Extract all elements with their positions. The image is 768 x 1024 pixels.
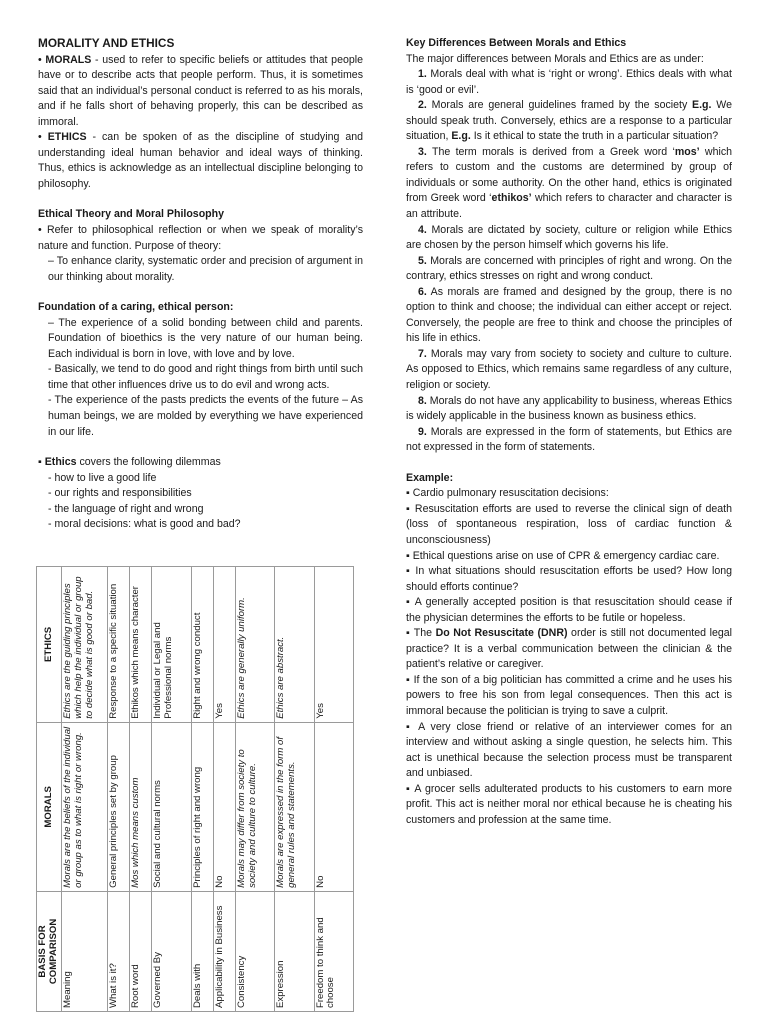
list-item: - our rights and responsibilities [48, 487, 192, 500]
comparison-table-wrapper [36, 566, 354, 1012]
difference-item: 1. Morals deal with what is ‘right or wrong’. Ethics deals with what is ‘good or evil’. [406, 68, 732, 96]
table-cell: No [213, 722, 235, 891]
table-cell: Morals are expressed in the form of general rules and statements. [275, 722, 314, 891]
difference-item: 5. Morals are concerned with principles of right and wrong. On the contrary, ethics stresses on right and wrong conduct. [406, 254, 732, 283]
table-cell: Morals are the beliefs of the individual or group as to what is right or wrong. [62, 722, 108, 891]
morals-term: MORALS [45, 53, 92, 66]
table-row [235, 567, 274, 1012]
table-cell: Yes [213, 567, 235, 723]
foundation-heading: Foundation of a caring, ethical person: [38, 301, 234, 314]
table-cell: Freedom to think and choose [314, 891, 353, 1011]
table-cell: Right and wrong conduct [191, 567, 213, 723]
ethics-term: ETHICS [47, 131, 87, 144]
table-cell: Morals may differ from society to society and culture to culture. [235, 722, 274, 891]
difference-item: 8. Morals do not have any applicability to business, whereas Ethics is widely applicable in the business known as business ethics. [406, 394, 732, 423]
foundation-paragraph-2: - Basically, we tend to do good and right things from birth until such time that other influences drive us to do evil and wrong acts. [48, 363, 363, 391]
page-title: MORALITY AND ETHICS [38, 36, 175, 50]
theory-purpose: – To enhance clarity, systematic order and precision of argument in our thinking about morality. [48, 255, 363, 283]
dilemmas-list [38, 471, 363, 533]
table-cell: Response to a specific situation [108, 567, 130, 723]
difference-item: 7. Morals may vary from society to society and culture to culture. As opposed to Ethics, which remains same regardless of any culture, religion or society. [406, 347, 732, 392]
table-cell: Principles of right and wrong [191, 722, 213, 891]
table-cell: Root word [130, 891, 152, 1011]
theory-paragraph: • Refer to philosophical reflection or when we speak of morality’s nature and function. Purpose of theory: [38, 224, 363, 252]
table-cell: Ethics are abstract. [275, 567, 314, 723]
example-item: ▪ Cardio pulmonary resuscitation decisions: [406, 487, 609, 500]
list-item: - how to live a good life [48, 471, 157, 484]
morals-definition: • MORALS - used to refer to specific beliefs or attitudes that people have or to describe acts that people perform. Thus, it is sometimes said that an individual’s personal conduct is referred to as his morals, and if he falls short of behaving properly, this can be described as immoral. [38, 53, 363, 128]
difference-item: 6. As morals are framed and designed by the group, there is no option to think and choose; the individual can either accept or reject. Conversely, the people are free to think and choose the principles of his life in ethics. [406, 285, 732, 345]
comparison-table [36, 566, 354, 1012]
key-differences-intro: The major differences between Morals and Ethics are as under: [406, 52, 704, 65]
example-item: ▪ A very close friend or relative of an interviewer comes for an interview and without asking a single question, he selects him. This act is unethical because the selection process must be transparent and unbiased. [406, 720, 732, 780]
example-item-dnr: ▪ The Do Not Resuscitate (DNR) order is still not documented legal practice? It is a verbal communication between the clinician & the patient’s relative or caregiver. [406, 627, 732, 671]
table-row [130, 567, 152, 1012]
ethics-definition: • ETHICS - can be spoken of as the discipline of studying and understanding ideal human behavior and ideal ways of thinking. Thus, ethics is acknowledge as an intellectual discipline belonging to philosophy. [38, 131, 363, 190]
table-row [275, 567, 314, 1012]
difference-item: 4. Morals are dictated by society, culture or religion while Ethics are chosen by the person himself which governs his life. [406, 223, 732, 252]
dilemmas-term: Ethics [44, 456, 77, 469]
table-cell: General principles set by group [108, 722, 130, 891]
table-row [62, 567, 108, 1012]
table-cell: Governed By [152, 891, 191, 1011]
table-header: MORALS [37, 722, 62, 891]
table-row [213, 567, 235, 1012]
example-item: ▪ In what situations should resuscitation efforts be used? How long should efforts continue? [406, 565, 732, 593]
foundation-paragraph-3: - The experience of the pasts predicts the events of the future – As human beings, we are molded by everything we have experienced in our life. [48, 394, 363, 438]
example-heading: Example: [406, 471, 454, 484]
theory-heading: Ethical Theory and Moral Philosophy [38, 208, 225, 221]
table-header: BASIS FOR COMPARISON [37, 891, 62, 1011]
table-cell: No [314, 722, 353, 891]
difference-item: 2. Morals are general guidelines framed by the society E.g. We should speak truth. Conversely, ethics are a response to a particular situation, E.g. Is it ethical to state the truth in a particular situation? [406, 99, 732, 143]
table-row [108, 567, 130, 1012]
table-header: ETHICS [37, 567, 62, 723]
example-item: ▪ A grocer sells adulterated products to his customers to earn more profit. This act is neither moral nor ethical because he is cheating his customers and profession at the same time. [406, 782, 732, 826]
table-cell: Ethics are generally uniform. [235, 567, 274, 723]
example-item: ▪ A generally accepted position is that resuscitation should cease if the physician determines the efforts to be futile or hopeless. [406, 596, 732, 624]
left-column [38, 34, 363, 533]
dilemmas-text: covers the following dilemmas [76, 456, 221, 469]
table-row [314, 567, 353, 1012]
square-bullet-icon: ▪ [38, 456, 42, 469]
example-item: ▪ If the son of a big politician has committed a crime and he uses his powers to free his son from legal consequences. Then this act is immoral because the politician is trying to save a culprit. [406, 673, 732, 717]
table-cell: Mos which means custom [130, 722, 152, 891]
table-header-row [37, 567, 62, 1012]
ethics-text: - can be spoken of as the discipline of studying and understanding ideal human behavior and ideal ways of thinking. Thus, ethics is acknowledge as an intellectual discipline belonging to philosophy. [38, 131, 363, 190]
table-row [191, 567, 213, 1012]
dilemmas-intro [38, 455, 363, 471]
table-cell: Individual or Legal and Professional norms [152, 567, 191, 723]
table-cell: Applicability in Business [213, 891, 235, 1011]
table-cell: Ethics are the guiding principles which help the individual or group to decide what is good or bad. [62, 567, 108, 723]
list-item: - the language of right and wrong [48, 502, 204, 515]
foundation-paragraph-1: – The experience of a solid bonding between child and parents. Foundation of bioethics is the very nature of our human being. Each individual is born in love, with love and by love. [48, 316, 363, 360]
list-item: - moral decisions: what is good and bad? [48, 518, 241, 531]
right-column [406, 34, 732, 828]
table-cell: Ethikos which means character [130, 567, 152, 723]
table-cell: What is it? [108, 891, 130, 1011]
table-cell: Meaning [62, 891, 108, 1011]
table-cell: Expression [275, 891, 314, 1011]
example-item: ▪ Ethical questions arise on use of CPR & emergency cardiac care. [406, 549, 720, 562]
table-cell: Deals with [191, 891, 213, 1011]
table-row [152, 567, 191, 1012]
table-cell: Yes [314, 567, 353, 723]
table-cell: Social and cultural norms [152, 722, 191, 891]
morals-text: - used to refer to specific beliefs or attitudes that people have or to describe acts that people perform. Thus, it is sometimes said that an individual’s personal conduct is referred to as his morals, and if he falls short of behaving properly, this can be described as immoral. [38, 53, 363, 128]
key-differences-heading: Key Differences Between Morals and Ethics [406, 37, 627, 49]
difference-item: 3. The term morals is derived from a Greek word ‘mos’ which refers to custom and the customs are determined by group of individuals or some authority. On the other hand, ethics is originated from Greek word ‘ethikos’ which refers to character and character is an attribute. [406, 145, 733, 221]
difference-item: 9. Morals are expressed in the form of statements, but Ethics are not expressed in the form of statements. [406, 425, 732, 454]
table-cell: Consistency [235, 891, 274, 1011]
example-item: ▪ Resuscitation efforts are used to reverse the clinical sign of death (loss of spontaneous respiration, loss of cardiac function & unconsciousness) [406, 502, 732, 546]
